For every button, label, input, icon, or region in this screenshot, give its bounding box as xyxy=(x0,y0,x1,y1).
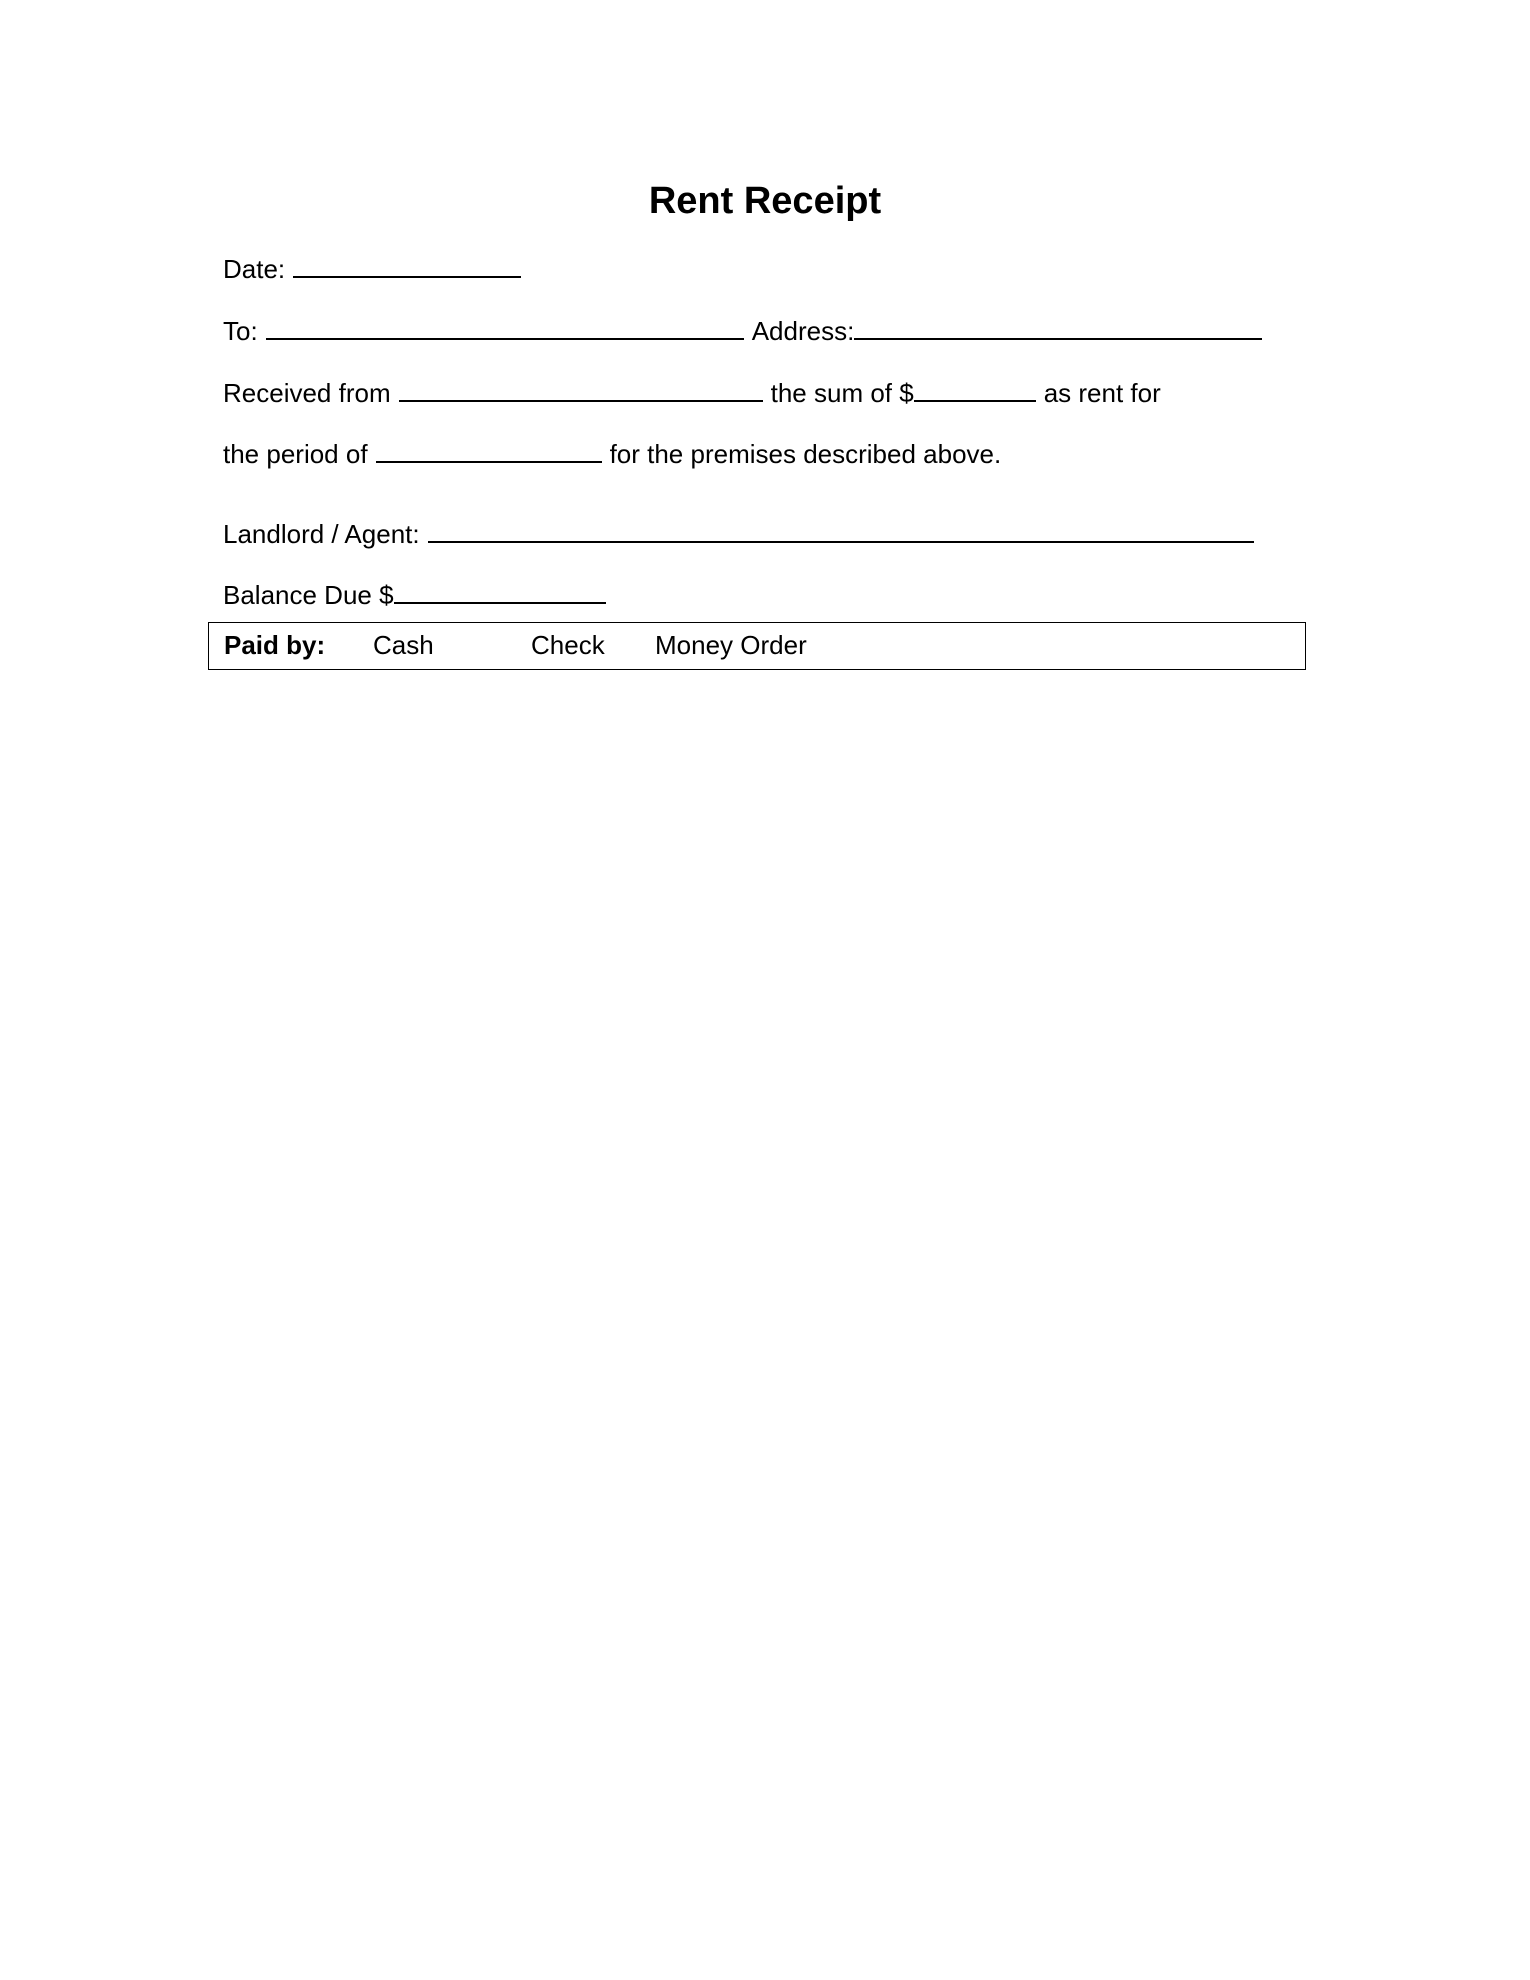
period-field[interactable] xyxy=(376,437,602,463)
address-label: Address: xyxy=(751,316,855,346)
payment-option-money-order[interactable]: Money Order xyxy=(655,630,807,660)
payment-option-cash[interactable]: Cash xyxy=(373,630,434,660)
paid-by-label: Paid by: xyxy=(224,630,326,660)
received-from-label: Received from xyxy=(223,378,391,408)
to-address-row xyxy=(223,314,1262,347)
period-row xyxy=(223,437,1001,470)
received-row xyxy=(223,376,1161,409)
paid-by-box xyxy=(208,622,1306,670)
balance-field[interactable] xyxy=(394,578,606,604)
to-label: To: xyxy=(223,316,258,346)
received-from-field[interactable] xyxy=(399,376,763,402)
payment-option-check[interactable]: Check xyxy=(531,630,605,660)
sum-label: the sum of $ xyxy=(770,378,914,408)
premises-text: for the premises described above. xyxy=(609,439,1002,469)
rent-for-label: as rent for xyxy=(1043,378,1161,408)
balance-label: Balance Due $ xyxy=(223,580,394,610)
landlord-row xyxy=(223,517,1254,550)
date-label: Date: xyxy=(223,254,286,284)
address-field[interactable] xyxy=(854,314,1262,340)
date-field[interactable] xyxy=(293,252,521,278)
date-row xyxy=(223,252,521,285)
period-label: the period of xyxy=(223,439,368,469)
page-title: Rent Receipt xyxy=(648,180,882,222)
to-field[interactable] xyxy=(266,314,744,340)
landlord-label: Landlord / Agent: xyxy=(223,519,420,549)
balance-row xyxy=(223,578,606,611)
landlord-signature-field[interactable] xyxy=(428,517,1254,543)
sum-field[interactable] xyxy=(914,376,1036,402)
